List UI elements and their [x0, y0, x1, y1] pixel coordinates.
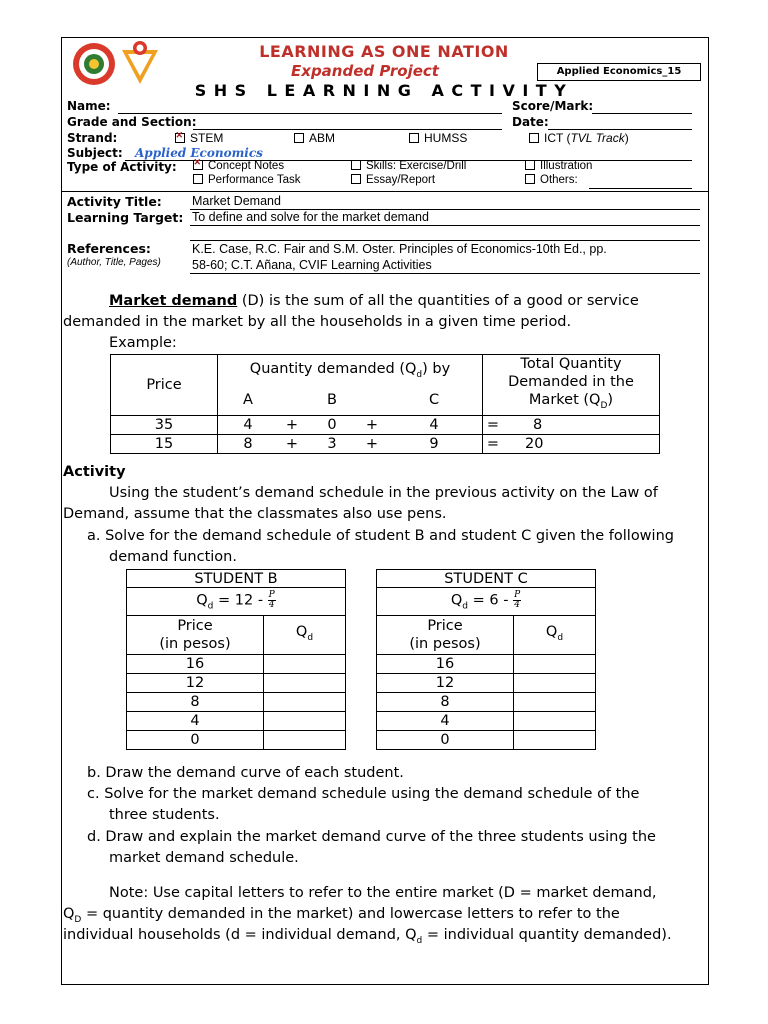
activity-paragraph-2: Demand, assume that the classmates also use pens.: [63, 506, 447, 522]
activity-paragraph-1: Using the student’s demand schedule in the previous activity on the Law of: [109, 485, 658, 501]
name-label: Name:: [67, 99, 111, 113]
row-a: 4: [218, 415, 279, 434]
strand-stem[interactable]: ✕ STEM: [175, 131, 223, 145]
qd-answer-cell[interactable]: [264, 693, 346, 712]
qd-col-header: $Q_d$: [514, 616, 596, 655]
references-line-1: K.E. Case, R.C. Fair and S.M. Oster. Principles of Economics-10th Ed., pp.: [192, 242, 607, 256]
price-cell: 4: [127, 712, 264, 731]
table-row: [127, 693, 346, 712]
qd-col-header: $Q_d$: [264, 616, 346, 655]
note-line-3: individual households (d = individual demand, $Q_d$ = individual quantity demanded).: [63, 927, 672, 946]
row-total: 8: [503, 415, 660, 434]
row-c: 9: [386, 434, 483, 453]
spacer-cell: [358, 385, 386, 415]
type-others[interactable]: Others:: [525, 174, 578, 186]
qd-answer-cell[interactable]: [264, 674, 346, 693]
spacer-cell: [278, 385, 306, 415]
row-b: 0: [306, 415, 358, 434]
table-row: [377, 655, 596, 674]
term-market-demand: Market demand: [109, 293, 238, 309]
student-c-table: [376, 569, 596, 750]
activity-title-label: Activity Title:: [67, 194, 162, 209]
activity-type-label: Type of Activity:: [67, 160, 177, 174]
student-c-title: STUDENT C: [377, 570, 596, 588]
table-row: [127, 731, 346, 750]
table-row: [377, 693, 596, 712]
fraction: $\frac{P}{4}$: [268, 590, 275, 611]
type-illustration[interactable]: Illustration: [525, 160, 592, 172]
item-a-line-2: demand function.: [109, 549, 237, 565]
item-a-line-1: a. Solve for the demand schedule of student B and student C given the following: [87, 528, 674, 544]
strand-humss[interactable]: HUMSS: [409, 131, 467, 145]
learning-target-line: [190, 225, 700, 226]
learning-target-value: To define and solve for the market demand: [192, 210, 429, 224]
grade-line[interactable]: [193, 129, 502, 130]
table-row: [377, 674, 596, 693]
item-c-line-1: c. Solve for the market demand schedule using the demand schedule of the: [87, 786, 640, 802]
references-label: References:: [67, 241, 151, 256]
example-table: [110, 354, 660, 454]
row-b: 3: [306, 434, 358, 453]
table-row: [377, 712, 596, 731]
subject-label: Subject:: [67, 146, 123, 160]
name-line[interactable]: [118, 113, 502, 114]
subject-value: Applied Economics: [135, 146, 263, 160]
row-c: 4: [386, 415, 483, 434]
header-subtitle: Expanded Project: [291, 62, 439, 80]
price-cell: 12: [377, 674, 514, 693]
others-line[interactable]: [589, 188, 692, 189]
references-note: (Author, Title, Pages): [67, 257, 161, 268]
activity-sheet-title: SHS LEARNING ACTIVITY: [194, 81, 574, 100]
checkbox-icon[interactable]: [193, 174, 203, 184]
header-title: LEARNING AS ONE NATION: [259, 42, 509, 61]
table-row: [127, 712, 346, 731]
subject-code-box: Applied Economics_15: [537, 63, 701, 81]
price-cell: 16: [377, 655, 514, 674]
item-d-line-2: market demand schedule.: [109, 850, 299, 866]
item-c-line-2: three students.: [109, 807, 220, 823]
learning-target-label: Learning Target:: [67, 210, 184, 225]
qd-answer-cell[interactable]: [514, 731, 596, 750]
price-cell: 12: [127, 674, 264, 693]
grade-label: Grade and Section:: [67, 115, 197, 129]
household-a: A: [218, 385, 279, 415]
equals-sign: =: [483, 415, 504, 434]
plus-sign: +: [278, 434, 306, 453]
price-cell: 16: [127, 655, 264, 674]
note-line-2: $Q_D$ = quantity demanded in the market) and lowercase letters to refer to the: [63, 906, 620, 925]
table-row: [111, 415, 660, 434]
references-line-2: 58-60; C.T. Añana, CVIF Learning Activities: [192, 258, 432, 272]
qd-answer-cell[interactable]: [514, 674, 596, 693]
plus-sign: +: [358, 434, 386, 453]
checkbox-icon[interactable]: [409, 133, 419, 143]
activity-heading: Activity: [63, 464, 126, 480]
price-header: Price: [111, 355, 218, 416]
section-divider: [61, 191, 709, 192]
plus-sign: +: [358, 415, 386, 434]
table-row: [127, 655, 346, 674]
price-col-header: Price (in pesos): [377, 616, 514, 655]
strand-ict[interactable]: ICT (TVL Track): [529, 131, 629, 145]
checkbox-icon[interactable]: [294, 133, 304, 143]
checkbox-icon[interactable]: [525, 160, 535, 170]
checkbox-checked-icon[interactable]: [193, 160, 203, 170]
strand-label: Strand:: [67, 131, 118, 145]
definition-line-2: demanded in the market by all the households in a given time period.: [63, 314, 572, 330]
qd-answer-cell[interactable]: [264, 655, 346, 674]
note-line-1: Note: Use capital letters to refer to the entire market (D = market demand,: [109, 885, 657, 901]
strand-abm[interactable]: ABM: [294, 131, 335, 145]
activity-title-value: Market Demand: [192, 194, 281, 208]
price-cell: 0: [127, 731, 264, 750]
student-b-title: STUDENT B: [127, 570, 346, 588]
definition-line-1: Market demand (D) is the sum of all the quantities of a good or service: [109, 293, 639, 309]
checkbox-icon[interactable]: [351, 160, 361, 170]
table-row: [127, 674, 346, 693]
student-c-equation: $Q_d = 6$ - $\frac{P}{4}$: [377, 588, 596, 616]
checkbox-icon[interactable]: [529, 133, 539, 143]
type-essay[interactable]: Essay/Report: [351, 174, 435, 186]
item-b: b. Draw the demand curve of each student.: [87, 765, 404, 781]
type-skills[interactable]: Skills: Exercise/Drill: [351, 160, 466, 172]
qd-header: Quantity demanded $(Q_d)$ by: [218, 355, 483, 386]
date-label: Date:: [512, 115, 549, 129]
qd-answer-cell[interactable]: [514, 693, 596, 712]
qd-answer-cell[interactable]: [514, 712, 596, 731]
price-col-header: Price (in pesos): [127, 616, 264, 655]
example-label: Example:: [109, 335, 177, 351]
score-label: Score/Mark:: [512, 99, 594, 113]
plus-sign: +: [278, 415, 306, 434]
checkbox-icon[interactable]: [525, 174, 535, 184]
type-concept-notes[interactable]: ✕ Concept Notes: [193, 160, 284, 172]
row-price: 35: [111, 415, 218, 434]
fraction: $\frac{P}{4}$: [514, 590, 521, 611]
equals-sign: =: [483, 434, 504, 453]
price-cell: 0: [377, 731, 514, 750]
item-d-line-1: d. Draw and explain the market demand curve of the three students using the: [87, 829, 656, 845]
row-price: 15: [111, 434, 218, 453]
table-row: [111, 434, 660, 453]
price-cell: 8: [127, 693, 264, 712]
checkbox-checked-icon[interactable]: [175, 133, 185, 143]
student-b-table: [126, 569, 346, 750]
score-line[interactable]: [592, 113, 692, 114]
price-cell: 8: [377, 693, 514, 712]
row-a: 8: [218, 434, 279, 453]
price-cell: 4: [377, 712, 514, 731]
qd-answer-cell[interactable]: [264, 712, 346, 731]
date-line[interactable]: [548, 129, 692, 130]
references-bottom-line: [190, 273, 700, 274]
row-total: 20: [503, 434, 660, 453]
qd-answer-cell[interactable]: [264, 731, 346, 750]
household-c: C: [386, 385, 483, 415]
type-performance-task[interactable]: Performance Task: [193, 174, 300, 186]
table-row: [377, 731, 596, 750]
checkbox-icon[interactable]: [351, 174, 361, 184]
qd-answer-cell[interactable]: [514, 655, 596, 674]
student-b-equation: $Q_d = 12$ - $\frac{P}{4}$: [127, 588, 346, 616]
total-header: Total Quantity Demanded in the Market $(Q_D)$: [483, 355, 660, 416]
household-b: B: [306, 385, 358, 415]
references-top-line: [190, 240, 700, 241]
